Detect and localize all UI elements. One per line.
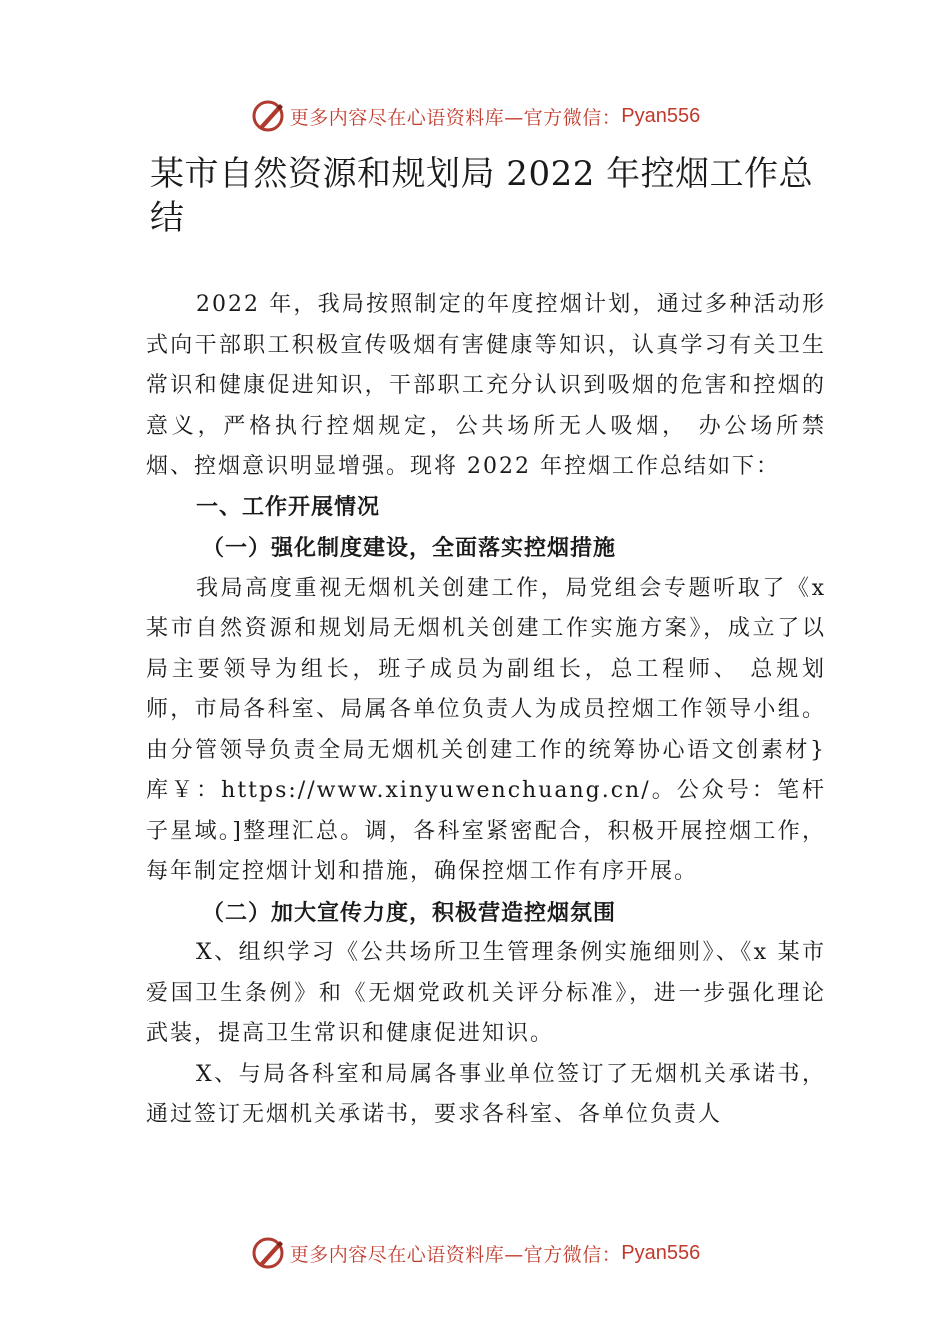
intro-paragraph: 2022 年，我局按照制定的年度控烟计划，通过多种活动形式向干部职工积极宣传吸烟有害健康等知识，认真学习有关卫生常识和健康促进知识，干部职工充分认识到吸烟的危害和控烟的意义，严格执行控烟规定，公共场所无人吸烟， 办公场所禁烟、控烟意识明显增强。现将 2022 年控烟工作总结如下： bbox=[146, 292, 826, 479]
footer-banner-code: Pyan556 bbox=[621, 1241, 701, 1264]
footer-banner-text: 更多内容尽在心语资料库—官方微信： bbox=[289, 1243, 622, 1266]
footer-banner bbox=[0, 1233, 950, 1273]
header-banner-code: Pyan556 bbox=[621, 104, 701, 127]
paragraph-3: X、与局各科室和局属各事业单位签订了无烟机关承诺书，通过签订无烟机关承诺书，要求各科室、各单位负责人 bbox=[146, 1061, 826, 1127]
section-heading-1: 一、工作开展情况 bbox=[196, 494, 381, 520]
pen-circle-logo-icon bbox=[250, 1235, 286, 1271]
header-banner bbox=[0, 96, 950, 136]
subsection-heading-2: （二）加大宣传力度，积极营造控烟氛围 bbox=[202, 899, 617, 926]
subsection-heading-1: （一）强化制度建设，全面落实控烟措施 bbox=[202, 535, 617, 561]
pen-circle-logo-icon bbox=[250, 98, 286, 134]
header-banner-text: 更多内容尽在心语资料库—官方微信： bbox=[289, 106, 622, 129]
paragraph-2: X、组织学习《公共场所卫生管理条例实施细则》、《x 某市爱国卫生条例》和《无烟党政机关评分标准》，进一步强化理论武装，提高卫生常识和健康促进知识。 bbox=[146, 940, 826, 1046]
paragraph-1: 我局高度重视无烟机关创建工作，局党组会专题听取了《x 某市自然资源和规划局无烟机关创建工作实施方案》，成立了以局主要领导为组长，班子成员为副组长，总工程师、 总规划师，市局各科室、局属各单位负责人为成员控烟工作领导小组。由分管领导负责全局无烟机关创建工作的统筹协心语文创素材}库￥：https://www.xinyuwenchuang.cn/。公众号：笔杆子星域。]整理汇总。调，各科室紧密配合，积极开展控烟工作，每年制定控烟计划和措施，确保控烟工作有序开展。 bbox=[146, 575, 826, 884]
document-title: 某市自然资源和规划局 2022 年控烟工作总结 bbox=[150, 154, 814, 238]
document-body bbox=[146, 285, 826, 1136]
